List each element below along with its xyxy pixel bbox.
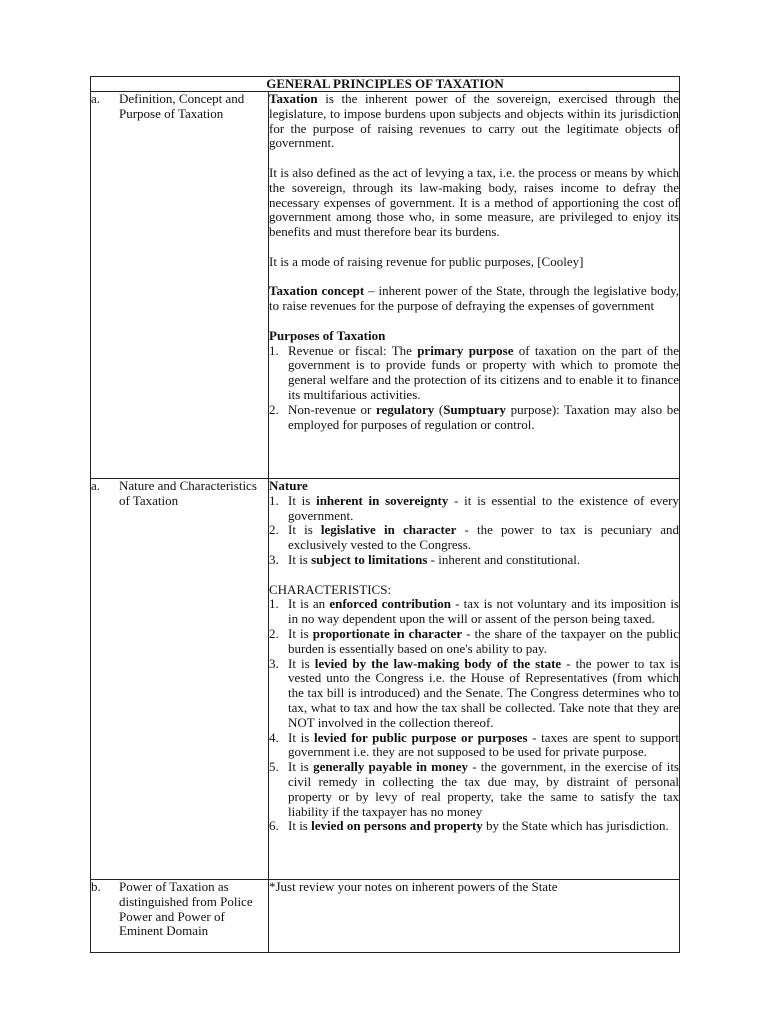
purposes-heading: Purposes of Taxation: [269, 327, 386, 343]
row-label: Nature and Characteristics of Taxation: [119, 478, 257, 508]
table-row-power-comparison: [91, 880, 680, 953]
row-label-cell: [91, 479, 269, 880]
list-item: 2. It is proportionate in character - the share of the taxpayer on the public burden is essentially based on one's ability to pay.: [269, 625, 679, 656]
review-note: *Just review your notes on inherent powers of the State: [269, 879, 558, 894]
list-item: 1. Revenue or fiscal: The primary purpose of taxation on the part of the government is to provide funds or property with which to promote the general welfare and the protection of its citizens and to enable it to finance its multifarious activities.: [269, 342, 680, 402]
list-item: 4. It is levied for public purpose or purposes - taxes are spent to support government i.e. they are not supposed to be used for private purpose.: [269, 729, 679, 760]
characteristics-heading: CHARACTERISTICS:: [269, 581, 392, 597]
nature-heading: Nature: [269, 478, 308, 493]
row-content-cell: [269, 479, 680, 880]
row-label-cell: [91, 880, 269, 953]
table-title: GENERAL PRINCIPLES OF TAXATION: [91, 77, 680, 92]
row-letter: a.: [91, 91, 101, 106]
list-item: 1. It is an enforced contribution - tax is not voluntary and its imposition is in no way dependent upon the will or assent of the person being taxed.: [269, 596, 679, 627]
list-item: 2. Non-revenue or regulatory (Sumptuary purpose): Taxation may also be employed for purposes of regulation or control.: [269, 401, 679, 432]
list-item: 3. It is subject to limitations - inherent and constitutional.: [269, 551, 581, 567]
list-item: 2. It is legislative in character - the power to tax is pecuniary and exclusively vested to the Congress.: [269, 522, 679, 553]
list-item: 6. It is levied on persons and property by the State which has jurisdiction.: [269, 818, 669, 834]
characteristics-list: [269, 597, 679, 834]
row-content-cell: [269, 880, 680, 953]
row-letter: b.: [91, 879, 101, 894]
table-row-definition: [91, 92, 680, 479]
table-row-nature: [91, 479, 680, 880]
alternate-definition-paragraph: It is also defined as the act of levying a tax, i.e. the process or means by which the sovereign, through its law-making body, raises income to defray the necessary expenses of government. It is a method of apportioning the cost of government among those who, in some measure, are privileged to enjoy its benefits and must therefore bear its burdens.: [269, 164, 679, 240]
purposes-list: [269, 344, 679, 433]
list-item: 1. It is inherent in sovereignty - it is essential to the existence of every government.: [269, 492, 679, 523]
definition-paragraph: Taxation is the inherent power of the sovereign, exercised through the legislature, to impose burdens upon subjects and objects within its jurisdiction for the purpose of raising revenues to carry out the legitimate objects of government.: [269, 91, 679, 151]
row-content-cell: [269, 92, 680, 479]
row-label: Power of Taxation as distinguished from Police Power and Power of Eminent Domain: [119, 879, 253, 939]
nature-list: [269, 494, 679, 568]
list-item: 5. It is generally payable in money - the government, in the exercise of its civil remedy in collecting the tax due may, by distraint of personal property or by levy of real property, take the same to satisfy the tax liability if the taxpayer has no money: [269, 759, 679, 819]
row-letter: a.: [91, 478, 101, 493]
row-label: Definition, Concept and Purpose of Taxation: [119, 91, 245, 121]
cooley-definition-paragraph: It is a mode of raising revenue for public purposes, [Cooley]: [269, 253, 584, 269]
row-label-cell: [91, 92, 269, 479]
list-item: 3. It is levied by the law-making body of the state - the power to tax is vested unto the Congress i.e. the House of Representatives (from which the tax bill is introduced) and the Senate. The Congress determines who to tax, what to tax and how the tax shall be collected. Take note that they are NOT involved in the collection thereof.: [269, 655, 679, 730]
concept-paragraph: Taxation concept – inherent power of the State, through the legislative body, to raise revenues for the purpose of defraying the expenses of government: [269, 283, 679, 314]
taxation-table: [90, 76, 680, 953]
